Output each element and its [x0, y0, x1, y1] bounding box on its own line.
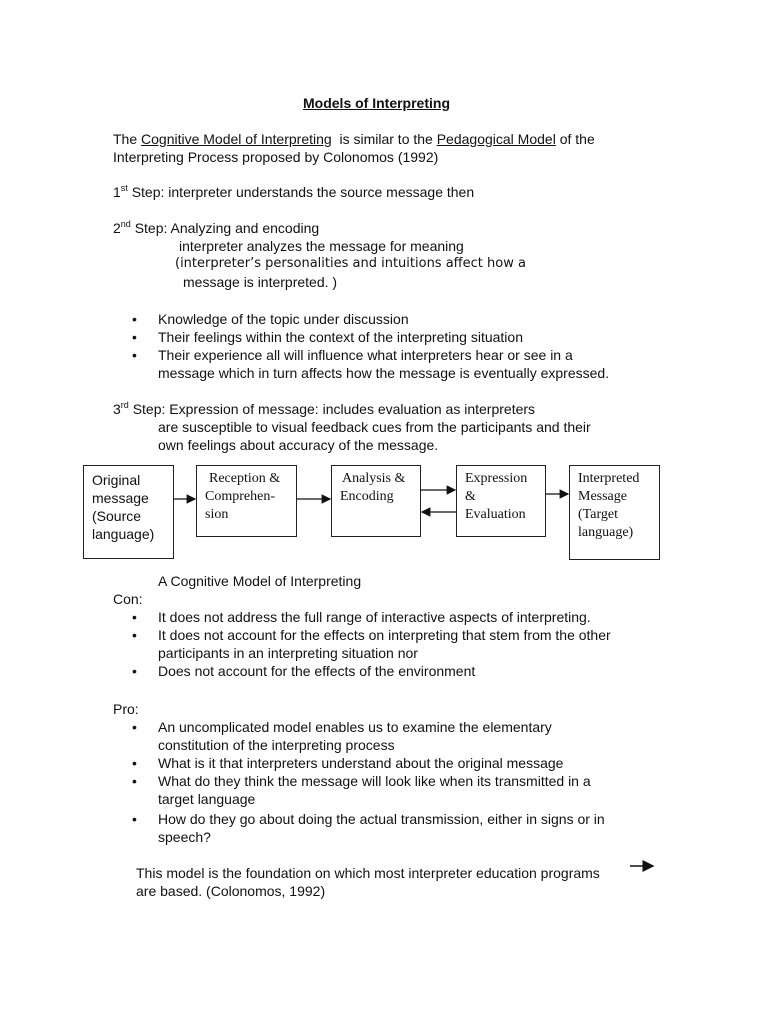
list-item: • Their feelings within the context of the interpreting situation: [113, 328, 573, 346]
box-line: Evaluation: [465, 507, 526, 522]
box-line: (Target: [578, 507, 618, 522]
box-line: Analysis &: [342, 471, 406, 486]
box-line: Original: [92, 472, 141, 488]
box-line: sion: [205, 507, 229, 522]
step-2-ordinal: nd: [120, 219, 131, 229]
box-line: (Source: [92, 508, 142, 524]
cognitive-model-term: Cognitive Model of Interpreting: [141, 131, 332, 147]
list-item: • What do they think the message will look like when its transmitted in a: [113, 772, 591, 790]
step-3-number: 3: [113, 401, 121, 417]
step-2-bullet-continuation: message which in turn affects how the message is eventually expressed.: [158, 365, 610, 381]
step-2-sub-2: (interpreter’s personalities and intuitions affect how a: [175, 256, 526, 271]
box-line: Expression: [465, 471, 528, 486]
box-line: language): [578, 525, 634, 540]
box-line: Comprehen-: [205, 489, 275, 504]
step-1-ordinal: st: [120, 183, 128, 193]
pro-bullet-continuation-3: speech?: [158, 829, 211, 845]
page-title: Models of Interpreting: [303, 95, 450, 111]
step-3-ordinal: rd: [120, 400, 129, 410]
list-item: • How do they go about doing the actual transmission, either in signs or in: [113, 810, 605, 828]
step-2-sub-1: interpreter analyzes the message for meaning: [179, 238, 464, 254]
con-bullet-continuation: participants in an interpreting situation nor: [158, 645, 418, 661]
pedagogical-model-term: Pedagogical Model: [436, 131, 556, 147]
box-line: message: [92, 490, 149, 506]
list-item: • Knowledge of the topic under discussion: [113, 310, 573, 328]
step-3-text: Step: Expression of message: includes evaluation as interpreters: [128, 401, 536, 417]
step-1-text: Step: interpreter understands the source message then: [127, 184, 475, 200]
list-item: • It does not address the full range of interactive aspects of interpreting.: [113, 608, 611, 626]
box-line: &: [465, 489, 476, 504]
box-line: Message: [578, 489, 627, 504]
pro-bullet-continuation-2: target language: [158, 791, 256, 807]
closing-line-1: This model is the foundation on which most interpreter education programs: [136, 865, 600, 881]
con-bullet-list-1: [113, 608, 611, 644]
step-3-line-3: own feelings about accuracy of the message.: [158, 437, 439, 453]
step-1-number: 1: [113, 184, 121, 200]
list-item: • An uncomplicated model enables us to examine the elementary: [113, 718, 552, 736]
intro-suffix: of the: [555, 131, 595, 147]
step-2-text: Step: Analyzing and encoding: [130, 220, 320, 236]
closing-line-2: are based. (Colonomos, 1992): [136, 883, 326, 899]
box-line: language): [92, 526, 155, 542]
list-item: • Does not account for the effects of the environment: [113, 662, 475, 680]
box-line: Interpreted: [578, 471, 640, 486]
pro-label: Pro:: [113, 701, 139, 717]
con-bullet-list-2: [113, 662, 475, 680]
step-2-sub-3: message is interpreted. ): [183, 274, 338, 290]
con-label: Con:: [113, 591, 143, 607]
step-2-number: 2: [113, 220, 121, 236]
step-3-line-2: are susceptible to visual feedback cues from the participants and their: [158, 419, 591, 435]
list-item: • What is it that interpreters understand about the original message: [113, 754, 591, 772]
list-item: • It does not account for the effects on interpreting that stem from the other: [113, 626, 611, 644]
intro-middle: is similar to the: [331, 131, 437, 147]
intro-prefix: The: [113, 131, 142, 147]
box-line: Reception &: [209, 471, 281, 486]
pro-bullet-list-1: [113, 718, 552, 736]
diagram-caption: A Cognitive Model of Interpreting: [158, 573, 362, 589]
box-line: Encoding: [340, 489, 394, 504]
pro-bullet-list-2: [113, 754, 591, 790]
pro-bullet-continuation-1: constitution of the interpreting process: [158, 737, 395, 753]
list-item: • Their experience all will influence what interpreters hear or see in a: [113, 346, 573, 364]
pro-bullet-list-3: [113, 810, 605, 828]
intro-line-2: Interpreting Process proposed by Colonomos (1992): [113, 149, 439, 165]
